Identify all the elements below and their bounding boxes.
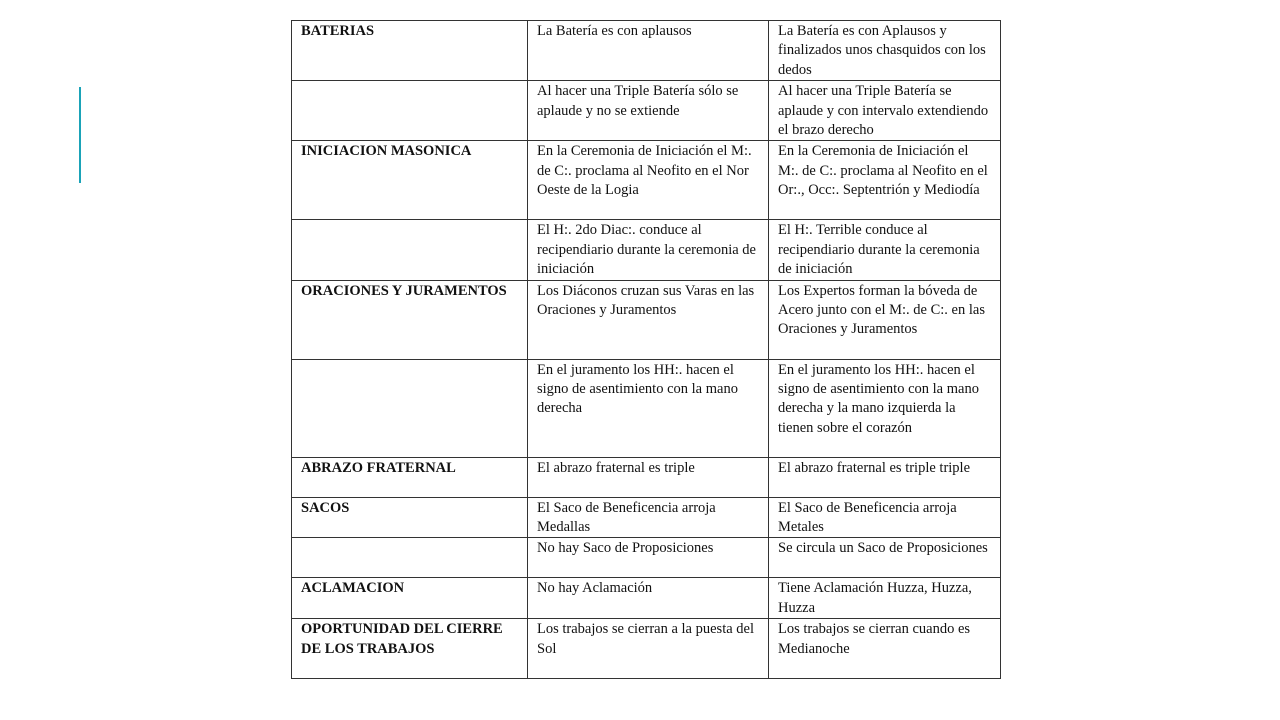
- rite-b-cell: Los Expertos forman la bóveda de Acero junto con el M:. de C:. en las Oraciones y Juramentos: [769, 280, 1001, 359]
- table-row: [292, 280, 1001, 359]
- rite-a-cell: Los Diáconos cruzan sus Varas en las Oraciones y Juramentos: [528, 280, 769, 359]
- rite-a-cell: El abrazo fraternal es triple: [528, 457, 769, 497]
- table-row: [292, 578, 1001, 619]
- topic-cell: [292, 538, 528, 578]
- topic-cell: ACLAMACION: [292, 578, 528, 619]
- comparison-table: [291, 20, 1001, 679]
- table-row: [292, 457, 1001, 497]
- topic-cell: OPORTUNIDAD DEL CIERRE DE LOS TRABAJOS: [292, 619, 528, 679]
- rite-b-cell: El abrazo fraternal es triple triple: [769, 457, 1001, 497]
- rite-a-cell: La Batería es con aplausos: [528, 21, 769, 81]
- rite-b-cell: En la Ceremonia de Iniciación el M:. de C:. proclama al Neofito en el Or:., Occ:. Septentrión y Mediodía: [769, 141, 1001, 220]
- topic-cell: SACOS: [292, 497, 528, 538]
- accent-bar: [79, 87, 81, 183]
- rite-a-cell: El Saco de Beneficencia arroja Medallas: [528, 497, 769, 538]
- rite-b-cell: La Batería es con Aplausos y finalizados unos chasquidos con los dedos: [769, 21, 1001, 81]
- table-row: [292, 497, 1001, 538]
- topic-cell: BATERIAS: [292, 21, 528, 81]
- rite-b-cell: En el juramento los HH:. hacen el signo de asentimiento con la mano derecha y la mano izquierda la tienen sobre el corazón: [769, 359, 1001, 457]
- rite-b-cell: Al hacer una Triple Batería se aplaude y con intervalo extendiendo el brazo derecho: [769, 81, 1001, 141]
- table-row: [292, 141, 1001, 220]
- topic-cell: [292, 359, 528, 457]
- topic-cell: [292, 81, 528, 141]
- rite-b-cell: El Saco de Beneficencia arroja Metales: [769, 497, 1001, 538]
- table-row: [292, 81, 1001, 141]
- topic-cell: [292, 220, 528, 280]
- rite-b-cell: Se circula un Saco de Proposiciones: [769, 538, 1001, 578]
- rite-a-cell: En la Ceremonia de Iniciación el M:. de C:. proclama al Neofito en el Nor Oeste de la Logia: [528, 141, 769, 220]
- rite-a-cell: En el juramento los HH:. hacen el signo de asentimiento con la mano derecha: [528, 359, 769, 457]
- table-row: [292, 619, 1001, 679]
- topic-cell: ORACIONES Y JURAMENTOS: [292, 280, 528, 359]
- rite-b-cell: Tiene Aclamación Huzza, Huzza, Huzza: [769, 578, 1001, 619]
- rite-b-cell: El H:. Terrible conduce al recipendiario durante la ceremonia de iniciación: [769, 220, 1001, 280]
- table-row: [292, 220, 1001, 280]
- rite-b-cell: Los trabajos se cierran cuando es Medianoche: [769, 619, 1001, 679]
- topic-cell: ABRAZO FRATERNAL: [292, 457, 528, 497]
- rite-a-cell: El H:. 2do Diac:. conduce al recipendiario durante la ceremonia de iniciación: [528, 220, 769, 280]
- topic-cell: INICIACION MASONICA: [292, 141, 528, 220]
- rite-a-cell: No hay Aclamación: [528, 578, 769, 619]
- table-row: [292, 21, 1001, 81]
- rite-a-cell: Los trabajos se cierran a la puesta del Sol: [528, 619, 769, 679]
- rite-a-cell: No hay Saco de Proposiciones: [528, 538, 769, 578]
- rite-a-cell: Al hacer una Triple Batería sólo se aplaude y no se extiende: [528, 81, 769, 141]
- table-row: [292, 359, 1001, 457]
- table-row: [292, 538, 1001, 578]
